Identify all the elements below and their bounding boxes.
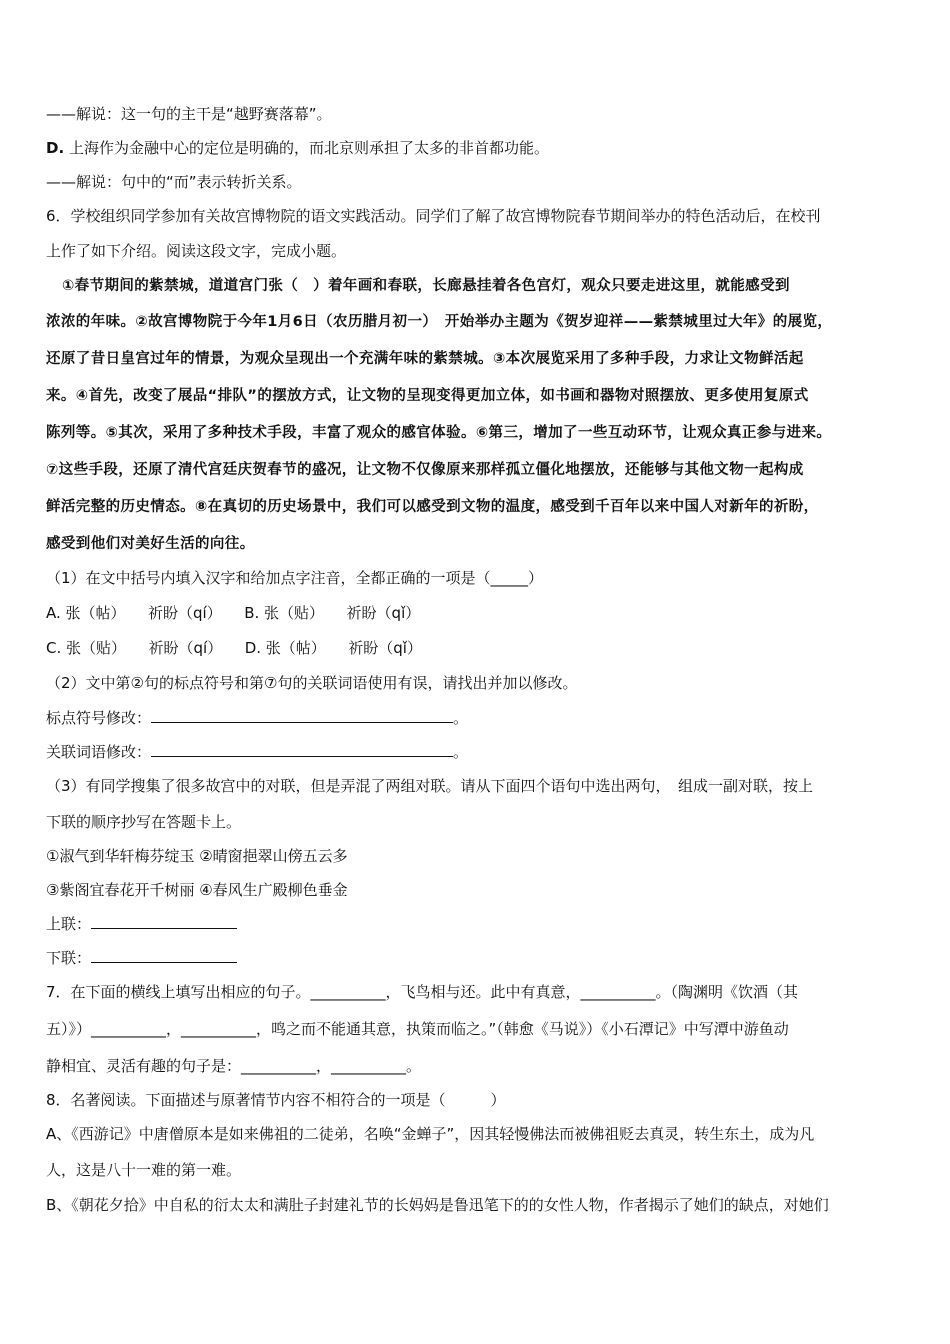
answer-label: 上联： [46,915,92,933]
answer-label: 标点符号修改： [46,709,152,727]
text-line [46,138,906,158]
answer-blank[interactable] [91,948,237,963]
answer-option: 人，这是八十一难的第一难。 [46,1161,242,1179]
sub-question: 下联的顺序抄写在答题卡上。 [46,813,242,831]
answer-end: 。 [453,709,469,727]
sub-question: （1）在文中括号内填入汉字和给加点字注音，全都正确的一项是（_____） [46,569,544,587]
passage-line: 陈列等。⑤其次，采用了多种技术手段，丰富了观众的感官体验。⑥第三，增加了一些互动环节，让观众真正参与进来。 [46,425,832,441]
lower-couplet-line [46,948,237,968]
answer-end: 。 [453,743,469,761]
answer-blank[interactable] [151,742,453,757]
option-text: 上海作为金融中心的定位是明确的，而北京则承担了太多的非首都功能。 [68,139,549,157]
option-label: D. [46,139,65,157]
sub-question: （3）有同学搜集了很多故宫中的对联，但是弄混了两组对联。请从下面四个语句中选出两句， 组成一副对联，按上 [46,777,814,795]
couplet-options: ③紫阁宜春花开千树丽 ④春风生广殿柳色垂金 [46,881,348,899]
answer-blank[interactable] [151,708,453,723]
answer-options: A. 张（帖） 祈盼（qí） B. 张（贴） 祈盼（qǐ） [46,604,421,622]
couplet-options: ①淑气到华轩梅芬绽玉 ②晴窗挹翠山傍五云多 [46,847,348,865]
punctuation-fix-line [46,708,468,728]
answer-options: C. 张（贴） 祈盼（qí） D. 张（帖） 祈盼（qǐ） [46,639,422,657]
question-stem: 8．名著阅读。下面描述与原著情节内容不相符合的一项是（ ） [46,1091,506,1109]
question-stem: 6．学校组织同学参加有关故宫博物院的语文实践活动。同学们了解了故宫博物院春节期间举办的特色活动后，在校刊 [46,207,821,225]
question-stem: 五）》）__________，__________，鸣之而不能通其意，执策而临之。”（韩愈《马说》）《小石潭记》中写潭中游鱼动 [46,1020,789,1038]
answer-blank[interactable] [91,914,237,929]
text-line: ——解说：这一句的主干是“越野赛落幕”。 [46,105,332,123]
question-stem: 静相宜、灵活有趣的句子是：__________，__________。 [46,1057,422,1075]
passage-line: 还原了昔日皇宫过年的情景，为观众呈现出一个充满年味的紫禁城。③本次展览采用了多种手段，力求让文物鲜活起 [46,351,804,367]
answer-option: A、《西游记》中唐僧原本是如来佛祖的二徒弟，名唤“金蝉子”，因其轻慢佛法而被佛祖贬去真灵，转生东土，成为凡 [46,1125,815,1143]
passage-line: 鲜活完整的历史情态。⑧在真切的历史场景中，我们可以感受到文物的温度，感受到千百年以来中国人对新年的祈盼， [46,499,819,515]
question-stem: 上作了如下介绍。阅读这段文字，完成小题。 [46,242,347,260]
question-stem: 7．在下面的横线上填写出相应的句子。__________，飞鸟相与还。此中有真意，__________。（陶渊明《饮酒（其 [46,983,799,1001]
sub-question: （2）文中第②句的标点符号和第⑦句的关联词语使用有误，请找出并加以修改。 [46,674,578,692]
passage-line: ①春节期间的紫禁城，道道宫门张（ ）着年画和春联，长廊悬挂着各色宫灯，观众只要走进这里，就能感受到 [62,278,790,294]
passage-line: 感受到他们对美好生活的向往。 [46,536,255,552]
passage-line: 浓浓的年味。②故宫博物院于今年1月6日（农历腊月初一） 开始举办主题为《贺岁迎祥——紫禁城里过大年》的展览， [46,314,833,330]
answer-label: 关联词语修改： [46,743,152,761]
answer-option: B、《朝花夕拾》中自私的衍太太和满肚子封建礼节的长妈妈是鲁迅笔下的的女性人物，作者揭示了她们的缺点，对她们 [46,1196,829,1214]
upper-couplet-line [46,914,237,934]
text-line: ——解说：句中的“而”表示转折关系。 [46,173,302,191]
passage-line: ⑦这些手段，还原了清代宫廷庆贺春节的盛况，让文物不仅像原来那样孤立僵化地摆放，还能够与其他文物一起构成 [46,462,804,478]
answer-label: 下联： [46,949,92,967]
conjunction-fix-line [46,742,468,762]
passage-line: 来。④首先，改变了展品“排队”的摆放方式，让文物的呈现变得更加立体，如书画和器物对照摆放、更多使用复原式 [46,388,809,404]
